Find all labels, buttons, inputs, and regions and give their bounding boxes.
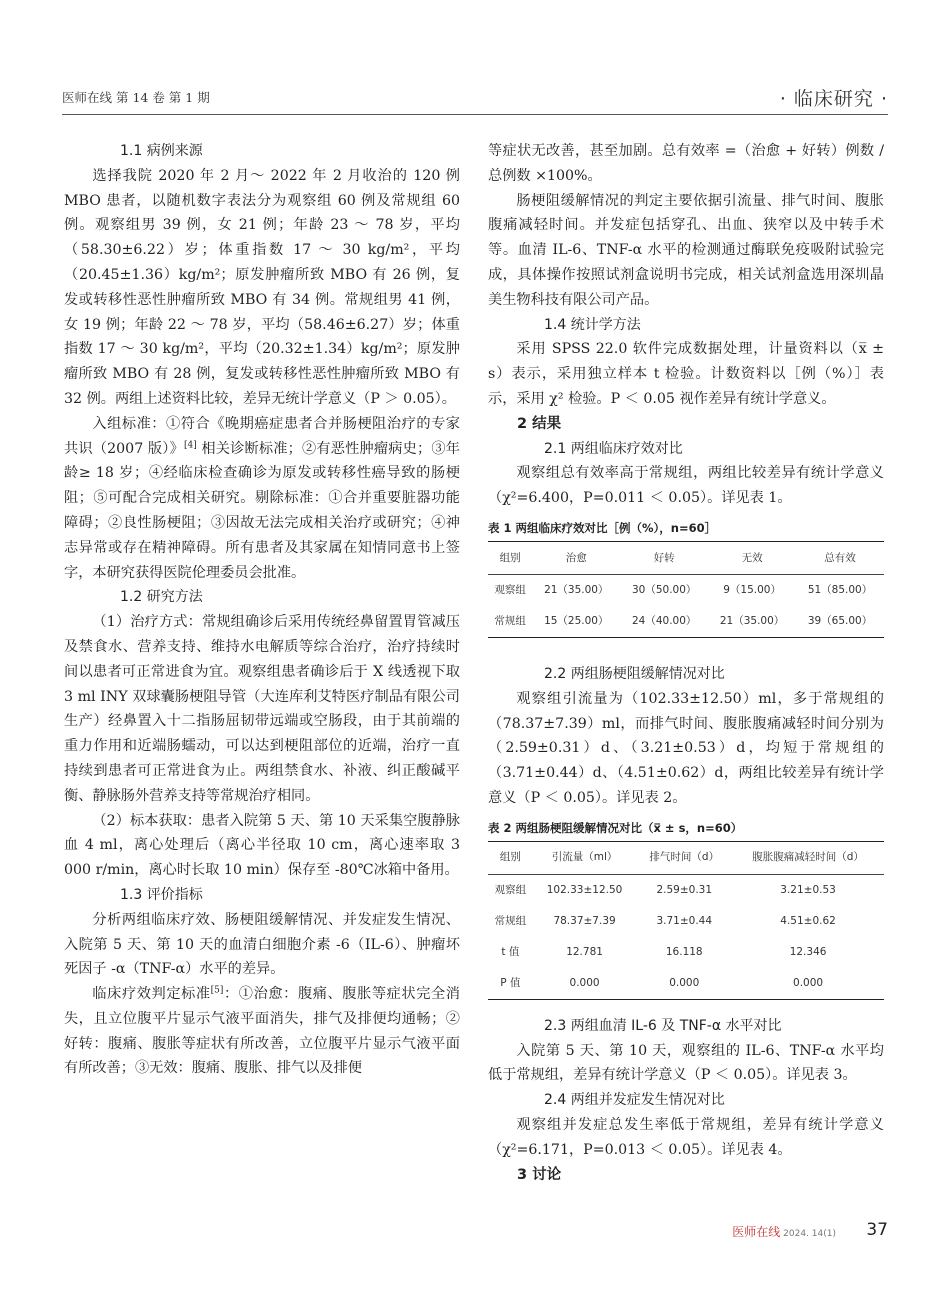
right-column	[488, 139, 884, 1187]
section-1-1-title: 1.1 病例来源	[120, 143, 203, 159]
section-1-2-title: 1.2 研究方法	[120, 589, 203, 606]
table-row: P 值 0.000 0.000 0.000	[488, 968, 884, 1000]
table-1-header: 无效	[708, 541, 796, 574]
table-1-header: 好转	[620, 541, 708, 574]
table-2-header: 腹胀腹痛减轻时间（d）	[732, 841, 884, 874]
table-1	[488, 541, 884, 638]
table-2	[488, 841, 884, 1000]
table-row: 常规组 78.37±7.39 3.71±0.44 4.51±0.62	[494, 914, 836, 927]
assessment-paragraph: 肠梗阻缓解情况的判定主要依据引流量、排气时间、腹胀腹痛减轻时间。并发症包括穿孔、出血、狭窄以及中转手术等。血清 IL-6、TNF-α 水平的检测通过酶联免疫吸附试验完成，具体操作按照试剂盒说明书完成，相关试剂盒选用深圳晶美生物科技有限公司产品。	[488, 192, 884, 308]
table-row: 观察组 21（35.00） 30（50.00） 9（15.00） 51（85.00）	[494, 584, 873, 597]
left-column	[64, 139, 460, 1081]
footer-issue: 2024. 14(1)	[780, 1229, 836, 1239]
citation-ref: [5]	[210, 985, 224, 996]
efficacy-criteria-paragraph: 临床疗效判定标准[5]：①治愈：腹痛、腹胀等症状完全消失，且立位腹平片显示气液平面消失，排气及排便均通畅；②好转：腹痛、腹胀等症状有所改善，立位腹平片显示气液平面有所改善；③无效：腹痛、腹胀、排气以及排便	[64, 985, 460, 1077]
section-1-1-paragraph: 选择我院 2020 年 2 月～ 2022 年 2 月收治的 120 例 MBO 患者，以随机数字表法分为观察组 60 例及常规组 60 例。观察组男 39 例，女 21 例；年龄 23 ～ 78 岁，平均（58.30±6.22）岁；体重指数 17 ～ 30 kg/m²，平均（20.45±1.36）kg/m²；原发肿瘤所致 MBO 有 26 例，复发或转移性恶性肿瘤所致 MBO 有 34 例。常规组男 41 例，女 19 例；年龄 22 ～ 78 岁，平均（58.46±6.27）岁；体重指数 17 ～ 30 kg/m²，平均（20.32±1.34）kg/m²；原发肿瘤所致 MBO 有 28 例，复发或转移性恶性肿瘤所致 MBO 有 32 例。两组上述资料比较，差异无统计学意义（P ＞ 0.05）。	[64, 167, 460, 407]
table-1-caption: 表 1 两组临床疗效对比［例（%），n=60］	[488, 520, 717, 535]
table-row: 观察组 102.33±12.50 2.59±0.31 3.21±0.53	[494, 883, 836, 896]
section-2-2-paragraph: 观察组引流量为（102.33±12.50）ml，多于常规组的（78.37±7.39）ml，而排气时间、腹胀腹痛减轻时间分别为（2.59±0.31）d、（3.21±0.53）d，均短于常规组的（3.71±0.44）d、（4.51±0.62）d，两组比较差异有统计学意义（P ＜ 0.05）。详见表 2。	[488, 690, 884, 806]
table-2-header: 组别	[488, 841, 533, 874]
table-row: t 值 12.781 16.118 12.346	[501, 945, 827, 958]
continued-paragraph: 等症状无改善，甚至加剧。总有效率 =（治愈 + 好转）例数 / 总例数 ×100%。	[488, 143, 884, 184]
table-2-header: 排气时间（d）	[636, 841, 732, 874]
table-2-caption: 表 2 两组肠梗阻缓解情况对比（x̅ ± s，n=60）	[488, 820, 743, 835]
indicators-paragraph: 分析两组临床疗效、肠梗阻缓解情况、并发症发生情况、入院第 5 天、第 10 天的血清白细胞介素 -6（IL-6）、肿瘤坏死因子 -α（TNF-α）水平的差异。	[64, 911, 460, 978]
journal-issue: 医师在线 第 14 卷 第 1 期	[62, 90, 210, 105]
section-2-4-paragraph: 观察组并发症总发生率低于常规组，差异有统计学意义（χ²=6.171，P=0.013 ＜ 0.05）。详见表 4。	[488, 1116, 884, 1158]
statistics-paragraph: 采用 SPSS 22.0 软件完成数据处理，计量资料以（x̅ ± s）表示，采用独立样本 t 检验。计数资料以［例（%）］表示，采用 χ² 检验。P ＜ 0.05 视作差异有统计学意义。	[488, 341, 884, 407]
citation-ref: [4]	[183, 439, 197, 450]
table-1-header: 组别	[488, 541, 532, 574]
section-2-3-paragraph: 入院第 5 天、第 10 天，观察组的 IL-6、TNF-α 水平均低于常规组，差异有统计学意义（P ＜ 0.05）。详见表 3。	[488, 1042, 884, 1084]
section-1-4-title: 1.4 统计学方法	[544, 316, 641, 333]
table-row: 常规组 15（25.00） 24（40.00） 21（35.00） 39（65.00）	[488, 606, 884, 638]
section-2-1-title: 2.1 两组临床疗效对比	[544, 440, 683, 457]
section-label: · 临床研究 ·	[779, 88, 888, 110]
specimen-paragraph: （2）标本获取：患者入院第 5 天、第 10 天采集空腹静脉血 4 ml，离心处理后（离心半径取 10 cm，离心速率取 3 000 r/min，离心时长取 10 min）保存至 -80℃冰箱中备用。	[64, 812, 460, 879]
treatment-paragraph: （1）治疗方式：常规组确诊后采用传统经鼻留置胃管减压及禁食水、营养支持、维持水电解质等综合治疗，治疗持续时间以患者可正常进食为宜。观察组患者确诊后于 X 线透视下取 3 ml INY 双球囊肠梗阻导管（大连库利艾特医疗制品有限公司生产）经鼻置入十二指肠屈韧带远端或空肠段，由于其前端的重力作用和近端肠蠕动，可以达到梗阻部位的近端，治疗一直持续到患者可正常进食为止。两组禁食水、补液、纠正酸碱平衡、静脉肠外营养支持等常规治疗相同。	[64, 614, 460, 804]
table-1-header: 总有效	[796, 541, 884, 574]
section-3-title: 3 讨论	[517, 1166, 562, 1183]
section-2-1-paragraph: 观察组总有效率高于常规组，两组比较差异有统计学意义（χ²=6.400，P=0.011 ＜ 0.05）。详见表 1。	[488, 465, 884, 507]
section-2-title: 2 结果	[517, 415, 562, 432]
section-1-3-title: 1.3 评价指标	[120, 886, 203, 903]
section-2-2-title: 2.2 两组肠梗阻缓解情况对比	[544, 665, 725, 682]
page-number: 37	[866, 1220, 888, 1240]
page-header	[62, 84, 888, 115]
journal-logo: 医师在线 2024. 14(1)	[732, 1225, 836, 1239]
section-2-4-title: 2.4 两组并发症发生情况对比	[544, 1092, 725, 1109]
table-1-header: 治愈	[532, 541, 620, 574]
inclusion-criteria-paragraph: 入组标准：①符合《晚期癌症患者合并肠梗阻治疗的专家共识（2007 版）》[4] 相关诊断标准；②有恶性肿瘤病史；③年龄≥ 18 岁；④经临床检查确诊为原发或转移性癌导致的肠梗阻；⑤可配合完成相关研究。剔除标准：①合并重要脏器功能障碍；②良性肠梗阻；③因故无法完成相关治疗或研究；④神志异常或存在精神障碍。所有患者及其家属在知情同意书上签字，本研究获得医院伦理委员会批准。	[64, 415, 460, 581]
table-2-header: 引流量（ml）	[533, 841, 637, 874]
section-2-3-title: 2.3 两组血清 IL-6 及 TNF-α 水平对比	[544, 1017, 782, 1034]
